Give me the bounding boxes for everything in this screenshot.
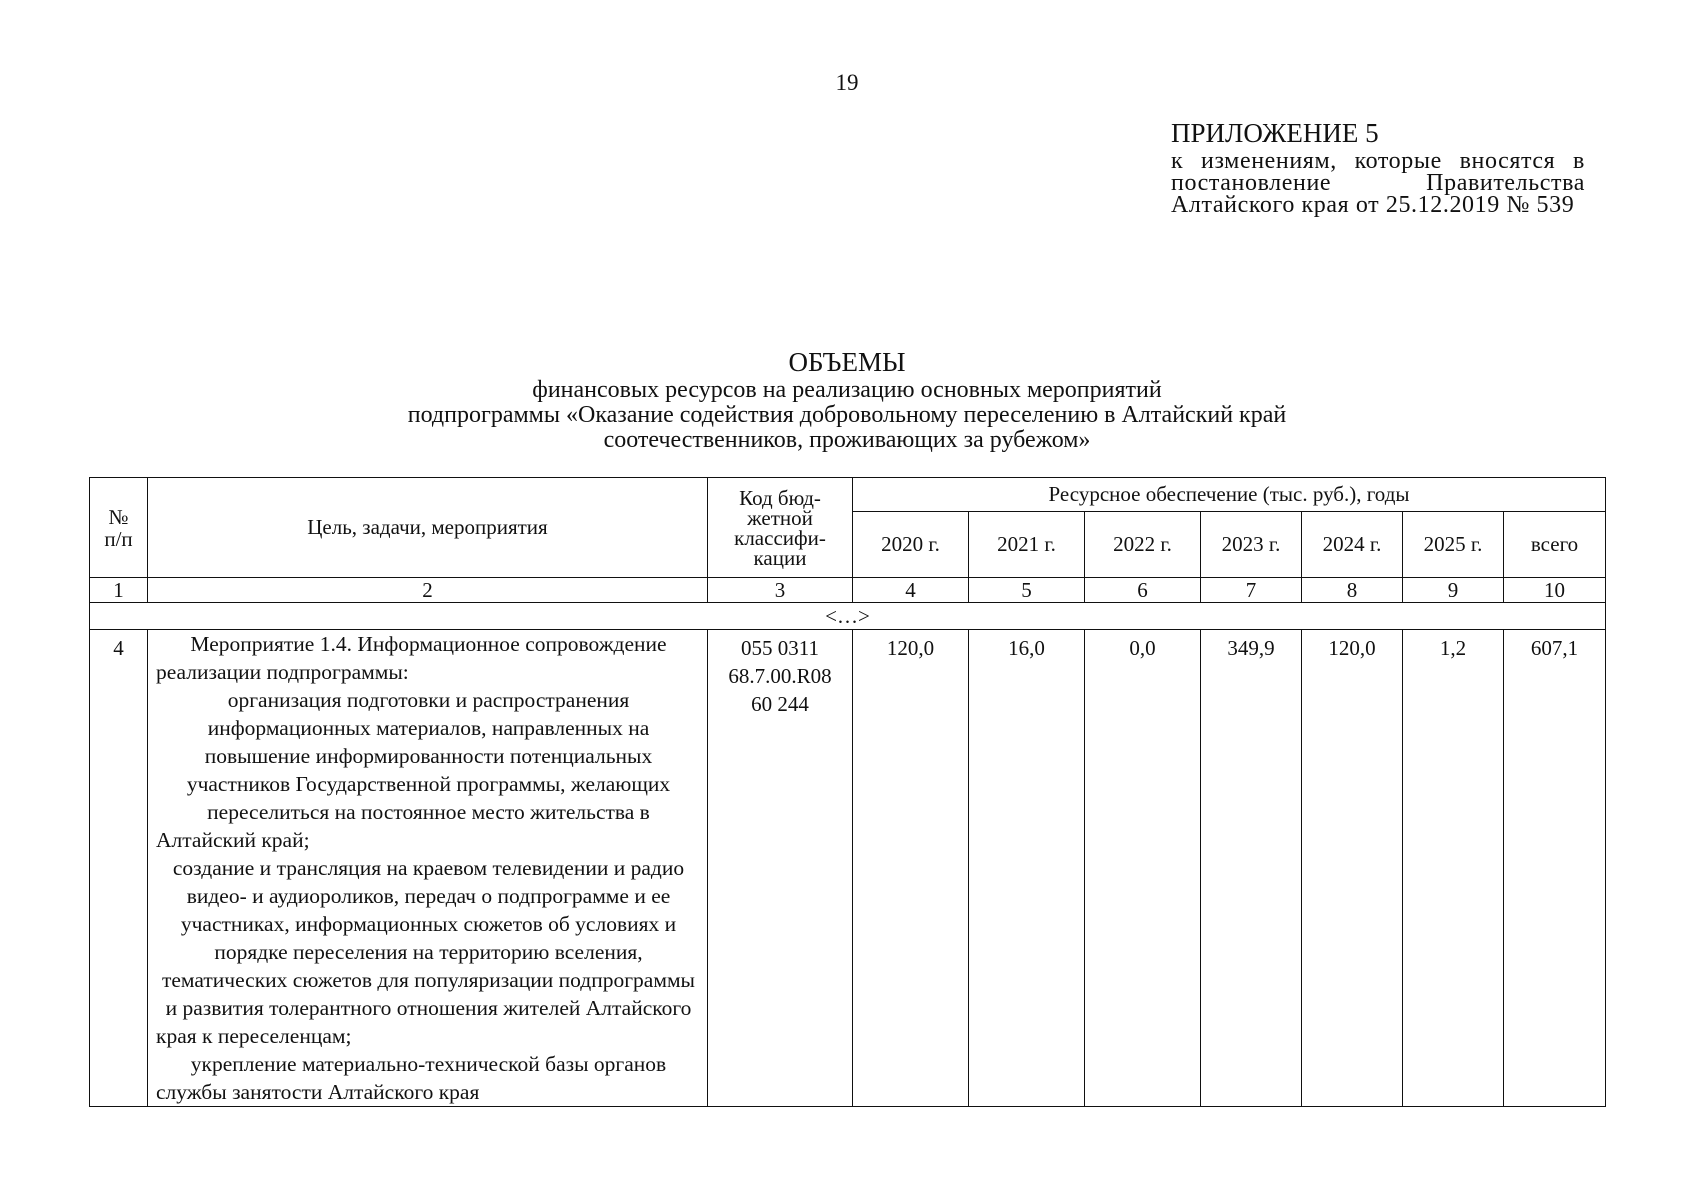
- document-title-main: ОБЪЕМЫ: [788, 347, 906, 377]
- value-2023: 349,9: [1201, 630, 1302, 1107]
- header-year: 2021 г.: [969, 512, 1085, 578]
- value-2025: 1,2: [1403, 630, 1504, 1107]
- header-year: 2023 г.: [1201, 512, 1302, 578]
- activity-item: укрепление материально-технической базы органов службы занятости Алтайского края: [156, 1052, 667, 1104]
- skip-row: [90, 603, 1606, 630]
- document-title-line-1: финансовых ресурсов на реализацию основных мероприятий: [532, 377, 1162, 403]
- appendix-title: ПРИЛОЖЕНИЕ 5: [1171, 118, 1379, 148]
- table-row: [90, 630, 1606, 1107]
- header-num: № п/п: [90, 478, 148, 578]
- appendix-body: к изменениям, которые вносятся в постановление Правительства Алтайского края от 25.12.2019 № 539: [1171, 148, 1585, 218]
- column-number: 3: [708, 578, 853, 603]
- column-number: 7: [1201, 578, 1302, 603]
- value-2021: 16,0: [969, 630, 1085, 1107]
- header-year: 2020 г.: [853, 512, 969, 578]
- value-total: 607,1: [1504, 630, 1606, 1107]
- appendix-block: [1171, 118, 1585, 216]
- column-number: 9: [1403, 578, 1504, 603]
- header-total: всего: [1504, 512, 1606, 578]
- document-title-line-2: подпрограммы «Оказание содействия добровольному переселению в Алтайский край: [407, 402, 1287, 428]
- value-2020: 120,0: [853, 630, 969, 1107]
- row-number: 4: [90, 630, 148, 1107]
- budget-code-line: 055 0311: [741, 636, 819, 660]
- column-numbers-row: [90, 578, 1606, 603]
- budget-code-line: 60 244: [751, 692, 809, 716]
- column-number: 10: [1504, 578, 1606, 603]
- budget-table: [89, 477, 1606, 1107]
- header-year: 2025 г.: [1403, 512, 1504, 578]
- header-goal: Цель, задачи, мероприятия: [148, 478, 708, 578]
- value-2022: 0,0: [1085, 630, 1201, 1107]
- header-code: Код бюд-жетной классифи-кации: [708, 478, 853, 578]
- column-number: 4: [853, 578, 969, 603]
- header-resources: Ресурсное обеспечение (тыс. руб.), годы: [853, 478, 1606, 512]
- activity-description: [148, 630, 708, 1107]
- column-number: 5: [969, 578, 1085, 603]
- page-number: 19: [835, 70, 859, 95]
- column-number: 8: [1302, 578, 1403, 603]
- budget-code: [708, 630, 853, 1107]
- document-title-line-3: соотечественников, проживающих за рубежом»: [603, 427, 1091, 453]
- column-number: 6: [1085, 578, 1201, 603]
- budget-code-line: 68.7.00.R08: [728, 664, 832, 688]
- value-2024: 120,0: [1302, 630, 1403, 1107]
- activity-item: создание и трансляция на краевом телевидении и радио видео- и аудиороликов, передач о подпрограмме и ее участниках, информационных сюжетов об условиях и порядке переселения на территорию вселения, тематических сюжетов для популяризации подпрограммы и развития толерантного отношения жителей Алтайского края к переселенцам;: [156, 856, 696, 1048]
- header-year: 2022 г.: [1085, 512, 1201, 578]
- header-year: 2024 г.: [1302, 512, 1403, 578]
- column-number: 2: [148, 578, 708, 603]
- column-number: 1: [90, 578, 148, 603]
- activity-item: организация подготовки и распространения информационных материалов, направленных на повышение информированности потенциальных участников Государственной программы, желающих переселиться на постоянное место жительства в Алтайский край;: [156, 688, 671, 852]
- document-title: [0, 348, 1694, 453]
- table-header-row: [90, 478, 1606, 512]
- activity-title: Мероприятие 1.4. Информационное сопровождение реализации подпрограммы:: [156, 632, 667, 684]
- skip-marker: <…>: [90, 603, 1606, 630]
